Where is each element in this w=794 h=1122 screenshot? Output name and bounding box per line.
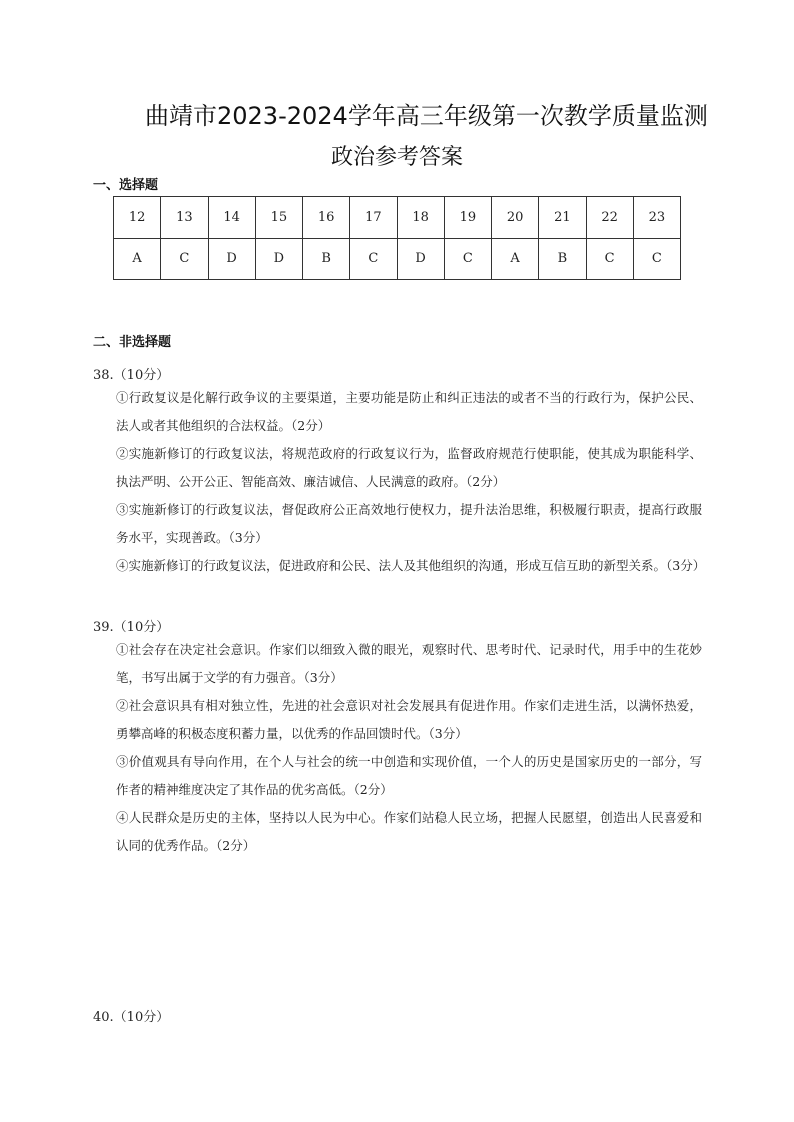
q39-point-1: ①社会存在决定社会意识。作家们以细致入微的眼光，观察时代、思考时代、记录时代，用手中的生花妙笔，书写出属于文学的有力强音。（3分） [116,642,702,685]
q39-point-2: ②社会意识具有相对独立性，先进的社会意识对社会发展具有促进作用。作家们走进生活，以满怀热爱，勇攀高峰的积极态度积蓄力量，以优秀的作品回馈时代。（3分） [116,698,702,741]
answer-table [113,196,681,280]
question-number-cell: 20 [492,197,539,239]
answer-cell: D [255,238,302,280]
q38-point-2: ②实施新修订的行政复议法，将规范政府的行政复议行为，监督政府规范行使职能，使其成为职能科学、执法严明、公开公正、智能高效、廉洁诚信、人民满意的政府。（2分） [116,446,702,489]
question-38-heading: 38.（10分） [93,368,170,383]
answer-cell: C [586,238,633,280]
q38-point-4: ④实施新修订的行政复议法，促进政府和公民、法人及其他组织的沟通，形成互信互助的新型关系。（3分） [116,558,706,573]
question-number-cell: 15 [255,197,302,239]
answer-cell: A [492,238,539,280]
answer-cell: D [397,238,444,280]
question-number-cell: 13 [161,197,208,239]
answer-table-answers-row [114,238,681,280]
answer-table-numbers-row [114,197,681,239]
section-heading-choice: 一、选择题 [93,178,159,193]
section-heading-nonchoice: 二、非选择题 [93,335,172,350]
answer-cell: C [444,238,491,280]
page-subtitle: 政治参考答案 [330,145,463,170]
question-number-cell: 16 [303,197,350,239]
question-number-cell: 12 [114,197,161,239]
answer-cell: C [350,238,397,280]
question-40-heading: 40.（10分） [93,1010,170,1025]
answer-cell: D [208,238,255,280]
q38-point-3: ③实施新修订的行政复议法，督促政府公正高效地行使权力，提升法治思维，积极履行职责，提高行政服务水平，实现善政。（3分） [116,502,702,545]
q39-point-4: ④人民群众是历史的主体，坚持以人民为中心。作家们站稳人民立场，把握人民愿望，创造出人民喜爱和认同的优秀作品。（2分） [116,810,702,853]
question-number-cell: 19 [444,197,491,239]
answer-cell: C [161,238,208,280]
question-number-cell: 18 [397,197,444,239]
question-number-cell: 17 [350,197,397,239]
answer-cell: C [633,238,680,280]
question-number-cell: 23 [633,197,680,239]
page-title: 曲靖市2023-2024学年高三年级第一次教学质量监测 [145,102,708,130]
question-39-heading: 39.（10分） [93,620,170,635]
answer-cell: A [114,238,161,280]
question-number-cell: 21 [539,197,586,239]
answer-cell: B [539,238,586,280]
question-number-cell: 22 [586,197,633,239]
answer-cell: B [303,238,350,280]
q39-point-3: ③价值观具有导向作用，在个人与社会的统一中创造和实现价值，一个人的历史是国家历史的一部分，写作者的精神维度决定了其作品的优劣高低。（2分） [116,754,702,797]
question-number-cell: 14 [208,197,255,239]
q38-point-1: ①行政复议是化解行政争议的主要渠道，主要功能是防止和纠正违法的或者不当的行政行为，保护公民、法人或者其他组织的合法权益。（2分） [116,390,702,433]
